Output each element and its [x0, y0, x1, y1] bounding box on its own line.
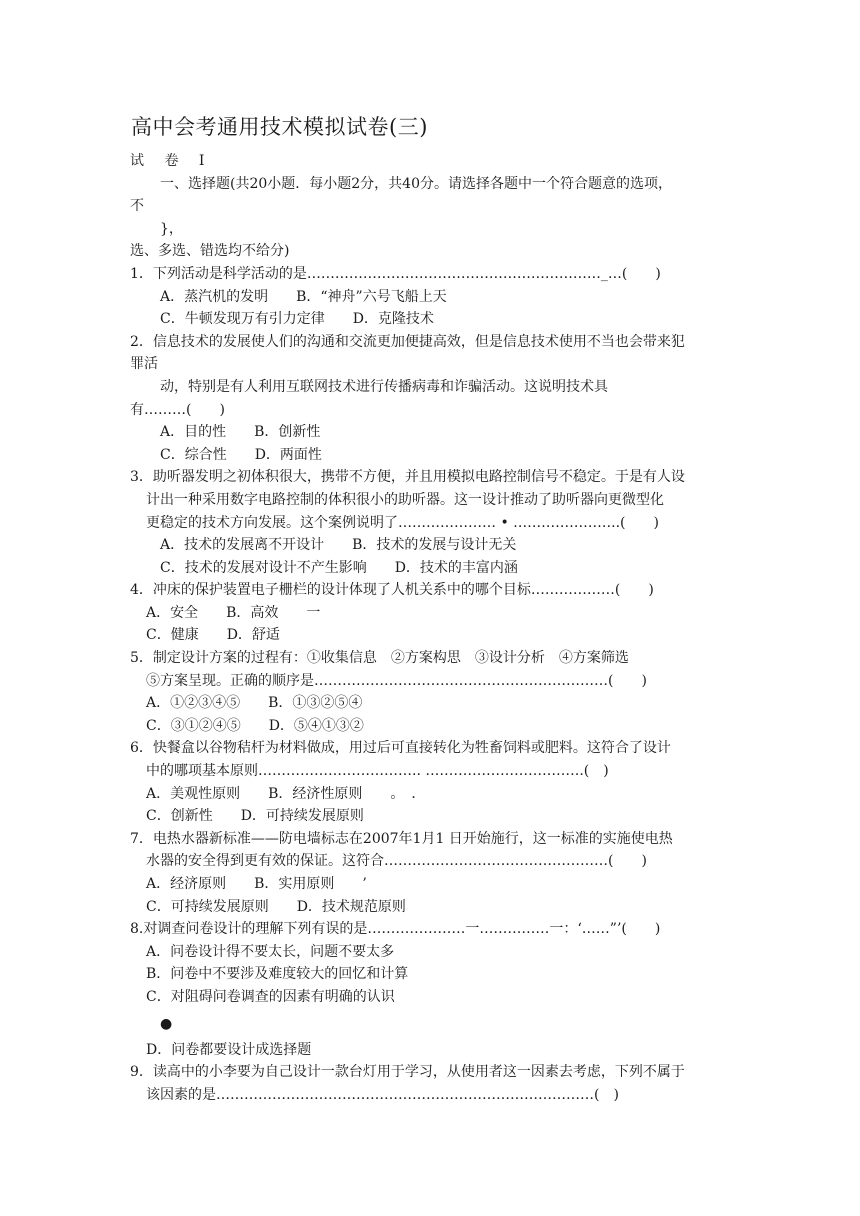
- exam-line: 3．助听器发明之初体积很大，携带不方便，并且用模拟电路控制信号不稳定。于是有人设: [130, 469, 685, 486]
- exam-line: 水器的安全得到更有效的保证。这符合…………………………………………( ): [146, 853, 647, 870]
- exam-line: 有………( ): [130, 401, 225, 418]
- exam-line: 8.对调查问卷设计的理解下列有误的是…………………一……………一：‘……”’( ): [130, 921, 661, 938]
- exam-line: 不: [130, 198, 144, 215]
- exam-line: 6．快餐盒以谷物秸杆为材料做成，用过后可直接转化为牲畜饲料或肥料。这符合了设计: [130, 740, 671, 757]
- exam-line: A．蒸汽机的发明 B．“神舟”六号飞船上天: [160, 288, 447, 305]
- bullet-mark: ●: [160, 1015, 173, 1032]
- exam-line: 2．信息技术的发展使人们的沟通和交流更加便捷高效，但是信息技术使用不当也会带来犯: [130, 333, 685, 350]
- exam-line: 5．制定设计方案的过程有：①收集信息 ②方案构思 ③设计分析 ④方案筛选: [130, 650, 629, 667]
- exam-line: 该因素的是………………………………………………………………………( ): [146, 1086, 619, 1103]
- exam-line: }，: [160, 220, 183, 237]
- exam-line: A．技术的发展离不开设计 B．技术的发展与设计无关: [160, 537, 517, 554]
- exam-body: [130, 150, 736, 1106]
- exam-line: C．综合性 D．两面性: [160, 446, 322, 463]
- exam-line: A．经济原则 B．实用原则 ’: [146, 876, 367, 892]
- section-heading: 试 卷 I: [130, 153, 213, 169]
- exam-line: A．美观性原则 B．经济性原则 。 ．: [146, 785, 426, 802]
- exam-line: ⑤方案呈现。正确的顺序是………………………………………………………( ): [146, 672, 647, 689]
- exam-line: A．目的性 B．创新性: [160, 424, 321, 441]
- exam-line: C．健康 D．舒适: [146, 627, 280, 644]
- exam-line: A．①②③④⑤ B．①③②⑤④: [146, 695, 363, 712]
- exam-line: 更稳定的技术方向发展。这个案例说明了………………… • …………………..( ): [146, 514, 659, 531]
- exam-line: C．可持续发展原则 D．技术规范原则: [146, 898, 406, 915]
- exam-line: C．牛顿发现万有引力定律 D．克隆技术: [160, 311, 434, 328]
- exam-line: 1．下列活动是科学活动的是………………………………………………………_…( ): [130, 265, 661, 282]
- exam-line: 罪活: [130, 356, 158, 373]
- exam-line: C．创新性 D．可持续发展原则: [146, 808, 364, 825]
- exam-line: C．技术的发展对设计不产生影响 D．技术的丰富内涵: [160, 559, 518, 576]
- exam-line: D．问卷都要设计成选择题: [146, 1041, 312, 1058]
- exam-line: A．问卷设计得不要太长，问题不要太多: [146, 943, 395, 960]
- exam-line: A．安全 B．高效 一: [146, 604, 321, 621]
- exam-line: C．③①②④⑤ D．⑤④①③②: [146, 717, 364, 734]
- exam-line: 中的哪项基本原则…………………………….. …………………………….( ): [146, 763, 609, 780]
- exam-line: 9．读高中的小李要为自己设计一款台灯用于学习，从使用者这一因素去考虑，下列不属于: [130, 1064, 685, 1081]
- exam-line: 计出一种采用数字电路控制的体积很小的助听器。这一设计推动了助听器向更微型化: [146, 491, 664, 508]
- exam-line: 一、选择题(共20小题．每小题2分，共40分。请选择各题中一个符合题意的选项，: [160, 175, 672, 192]
- exam-line: C．对阻碍问卷调查的因素有明确的认识: [146, 988, 395, 1005]
- exam-line: B．问卷中不要涉及难度较大的回忆和计算: [146, 966, 409, 983]
- exam-line: 7．电热水器新标准——防电墙标志在2007年1月1 日开始施行，这一标准的实施使电热: [130, 830, 673, 847]
- page-title: 高中会考通用技术模拟试卷(三): [131, 115, 428, 139]
- exam-line: 4．冲床的保护装置电子栅栏的设计体现了人机关系中的哪个目标………………( ): [130, 582, 654, 599]
- exam-line: 选、多选、错选均不给分): [130, 243, 290, 260]
- exam-line: 动，特别是有人利用互联网技术进行传播病毒和诈骗活动。这说明技术具: [160, 378, 608, 395]
